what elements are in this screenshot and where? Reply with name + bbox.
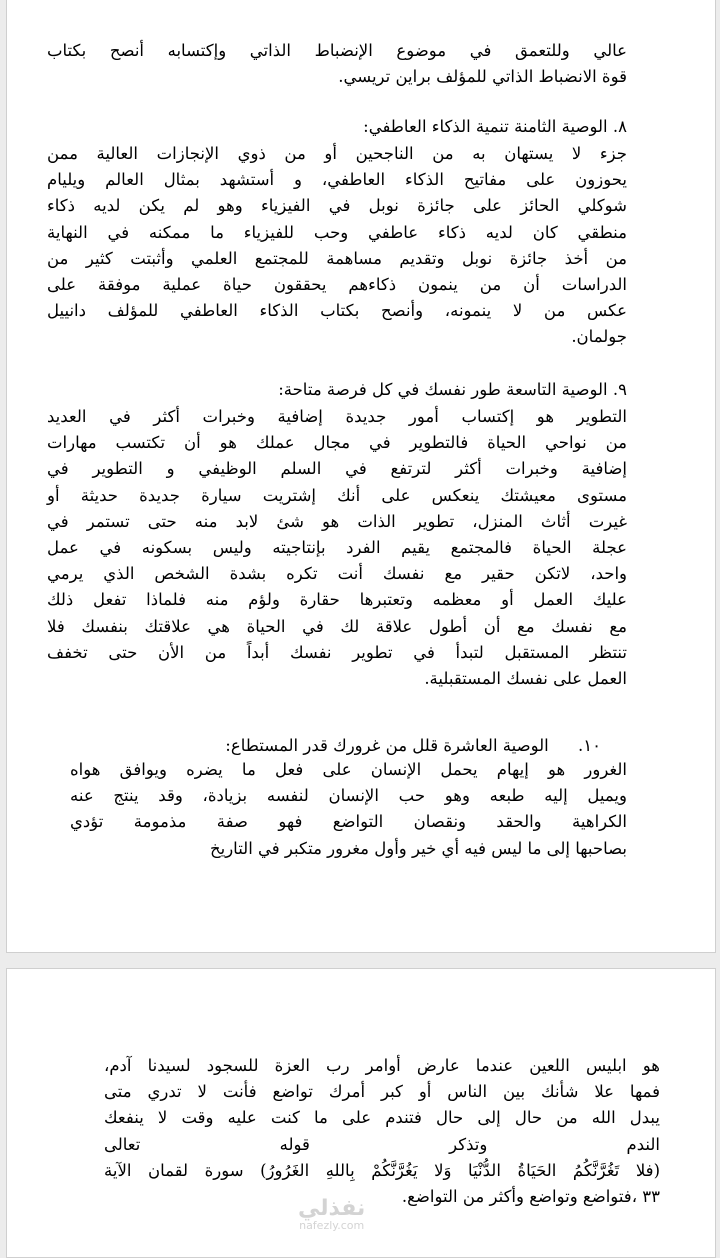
tip-10-number: ١٠. (578, 736, 601, 755)
paragraph-line: التطوير هو إكتساب أمور جديدة إضافية وخبرات أكثر في العديد (47, 407, 627, 426)
paragraph-line: واحد، لاتكن حقير مع نفسك أنت تكره بشدة الشخص الذي يرمي (47, 564, 627, 584)
paragraph-line: الدراسات أن من ينمون ذكاءهم يحققون حياة عملية موفقة على (47, 275, 627, 294)
paragraph-line: عجلة الحياة فالمجتمع يقيم الفرد بإنتاجيته وليس بسكونه في عمل (47, 538, 627, 557)
paragraph-line: إضافية وخبرات أكثر لترتفع في السلم الوظيفي و التطوير في (47, 459, 627, 479)
paragraph-line: الكراهية والحقد ونقصان التواضع فهو صفة مذمومة تؤدي (70, 812, 627, 832)
paragraph-line: قوة الانضباط الذاتي للمؤلف براين تريسي. (338, 67, 627, 86)
paragraph-line: منطقي كان لديه ذكاء عاطفي وحب للفيزياء ما ممكنه في النهاية (47, 222, 627, 242)
paragraph-line: العمل على نفسك المستقبلية. (424, 669, 627, 688)
tip-10-heading (225, 733, 601, 759)
paragraph-line: جولمان. (571, 327, 627, 347)
paragraph-line: غيرت أثاث المنزل، تطوير الذات هو شئ لابد منه حتى تستمر في (47, 511, 627, 531)
paragraph-line: من نواحي الحياة فالتطوير في مجال عملك هو أن تكتسب مهارات (47, 433, 627, 453)
tip-9-title: الوصية التاسعة طور نفسك في كل فرصة متاحة: (278, 380, 608, 399)
watermark-url: nafezly.com (299, 1219, 365, 1232)
paragraph-line: مع نفسك مع أن أطول علاقة لك في الحياة هي علاقتك بنفسك فلا (47, 616, 627, 636)
paragraph-line: عالي وللتعمق في موضوع الإنضباط الذاتي وإكتسابه أنصح بكتاب (47, 41, 627, 60)
nafezly-watermark (298, 1198, 365, 1232)
watermark-logo: نفذلي (298, 1196, 366, 1221)
tip-8-heading (363, 114, 627, 140)
paragraph-line: ٣٣ ،فتواضع وتواضع وأكثر من التواضع. (401, 1187, 660, 1206)
paragraph-line: (فلا تَغُرَّنَّكُمُ الحَيَاةُ الدُّنْيَا وَلا يَغُرَّنَّكُمْ بِاللهِ الغَرُورُ) سورة لقمان الآية (104, 1160, 660, 1180)
paragraph-line: يبدل الله من حال إلى حال فتندم على ما كنت عليه وقت لا ينفعك (104, 1108, 660, 1128)
paragraph-line: مستوى معيشتك ينعكس على أنك إشتريت سيارة جديدة حديثة أو (47, 485, 627, 505)
paragraph-line: بصاحبها إلى ما ليس فيه أي خير وأول مغرور متكبر في التاريخ (209, 838, 627, 858)
paragraph-line: فمها علا شأنك بين الناس أو كبر أمرك تواضع فأنت لا تدري متى (104, 1082, 660, 1102)
paragraph-line: الندم وتذكر قوله تعالى (104, 1134, 660, 1154)
tip-9-number: ٩. (612, 380, 627, 399)
tip-8-title: الوصية الثامنة تنمية الذكاء العاطفي: (363, 117, 608, 136)
paragraph-line: عكس من لا ينمونه، وأنصح بكتاب الذكاء العاطفي للمؤلف دانييل (47, 301, 627, 321)
paragraph-line: هو ابليس اللعين عندما عارض أوامر رب العزة للسجود لسيدنا آدم، (104, 1056, 660, 1075)
paragraph-line: يحوزون على مفاتيح الذكاء العاطفي، و أستشهد بمثال العالم ويليام (47, 170, 627, 190)
paragraph-line: ويميل إليه طبعه وهو حب الإنسان لنفسه بزيادة، وقد ينتج عنه (70, 786, 627, 806)
paragraph-line: الغرور هو إيهام يحمل الإنسان على فعل ما يضره ويوافق هواه (70, 760, 627, 779)
paragraph-line: من أخذ جائزة نوبل وتقديم مساهمة للمجتمع العلمي وأثبتت كثير من (47, 248, 627, 268)
tip-10-title: الوصية العاشرة قلل من غرورك قدر المستطاع: (225, 736, 549, 755)
paragraph-line: جزء لا يستهان به من الناجحين أو من ذوي الإنجازات العالية ممن (47, 144, 627, 163)
tip-9-heading (278, 377, 627, 403)
tip-8-number: ٨. (612, 117, 627, 136)
paragraph-line: عليك العمل أو معظمه وتعتبرها حقارة ولؤم منه فلماذا تفعل ذلك (47, 590, 627, 610)
paragraph-line: تنتظر المستقبل لتبدأ في تطوير نفسك أبداً من الأن حتى تخفف (47, 642, 627, 662)
paragraph-line: شوكلي الحائز على جائزة نوبل في الفيزياء وهو لم يكن لديه ذكاء (47, 196, 627, 216)
